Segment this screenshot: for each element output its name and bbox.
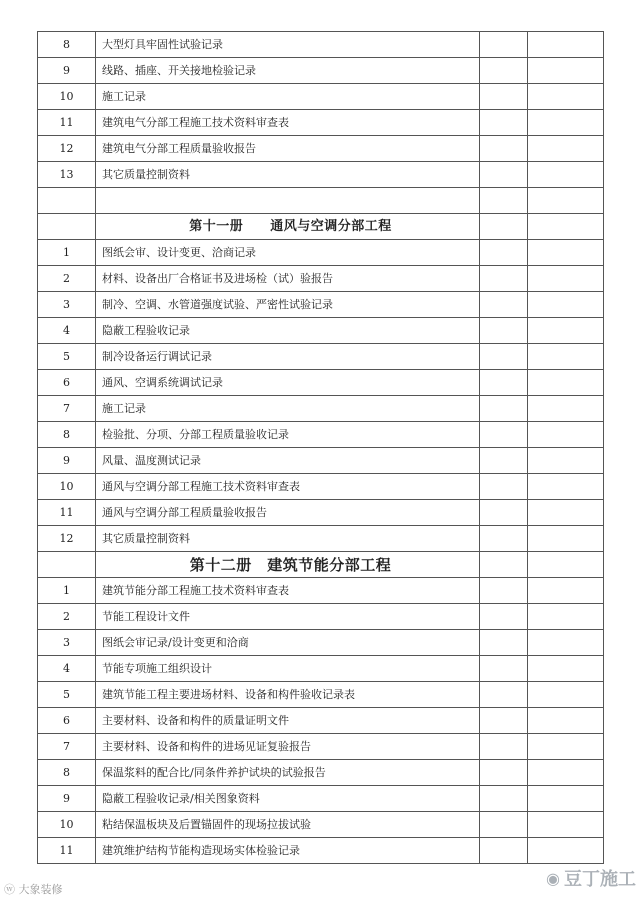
row-number: 10 [38, 812, 96, 838]
section-header-row [38, 214, 604, 240]
table-row [38, 604, 604, 630]
empty-cell [528, 760, 604, 786]
row-number: 6 [38, 370, 96, 396]
empty-cell [528, 552, 604, 578]
row-number [38, 188, 96, 214]
empty-cell [480, 500, 528, 526]
table-row [38, 136, 604, 162]
empty-cell [480, 266, 528, 292]
row-number: 11 [38, 110, 96, 136]
empty-cell [480, 396, 528, 422]
document-name: 施工记录 [96, 84, 480, 110]
document-name: 建筑电气分部工程质量验收报告 [96, 136, 480, 162]
empty-cell [480, 786, 528, 812]
document-name: 施工记录 [96, 396, 480, 422]
empty-cell [480, 448, 528, 474]
empty-cell [528, 84, 604, 110]
section-title: 第十二册 建筑节能分部工程 [96, 552, 480, 578]
empty-cell [480, 552, 528, 578]
row-number: 11 [38, 500, 96, 526]
table-row [38, 58, 604, 84]
section-title: 第十一册 通风与空调分部工程 [96, 214, 480, 240]
watermark-left [4, 881, 63, 897]
table-body [38, 32, 604, 864]
empty-cell [528, 136, 604, 162]
table-row [38, 838, 604, 864]
document-name: 材料、设备出厂合格证书及进场检（试）验报告 [96, 266, 480, 292]
row-number: 2 [38, 604, 96, 630]
empty-cell [528, 58, 604, 84]
watermark-right [546, 865, 636, 891]
row-number: 10 [38, 84, 96, 110]
empty-cell [528, 32, 604, 58]
empty-cell [528, 474, 604, 500]
table-row [38, 708, 604, 734]
empty-cell [480, 370, 528, 396]
document-name: 主要材料、设备和构件的质量证明文件 [96, 708, 480, 734]
row-number: 1 [38, 240, 96, 266]
table-row [38, 734, 604, 760]
empty-cell [528, 656, 604, 682]
weibo-icon: ⓦ [4, 883, 15, 896]
empty-cell [528, 526, 604, 552]
empty-cell [480, 344, 528, 370]
row-number: 2 [38, 266, 96, 292]
table-row [38, 396, 604, 422]
empty-cell [528, 604, 604, 630]
empty-cell [480, 760, 528, 786]
row-number-cell [38, 552, 96, 578]
empty-cell [528, 188, 604, 214]
document-name: 隐蔽工程验收记录 [96, 318, 480, 344]
empty-cell [528, 396, 604, 422]
empty-cell [528, 292, 604, 318]
empty-cell [528, 214, 604, 240]
empty-cell [528, 838, 604, 864]
document-name: 风量、温度测试记录 [96, 448, 480, 474]
empty-cell [480, 578, 528, 604]
document-name [96, 188, 480, 214]
table-row [38, 318, 604, 344]
empty-cell [480, 84, 528, 110]
empty-cell [480, 188, 528, 214]
empty-cell [480, 474, 528, 500]
table-row [38, 292, 604, 318]
table-row [38, 578, 604, 604]
row-number: 9 [38, 58, 96, 84]
row-number: 8 [38, 422, 96, 448]
table-row [38, 500, 604, 526]
row-number: 12 [38, 526, 96, 552]
empty-cell [480, 812, 528, 838]
table-row [38, 266, 604, 292]
document-name: 其它质量控制资料 [96, 526, 480, 552]
row-number: 12 [38, 136, 96, 162]
row-number: 5 [38, 682, 96, 708]
row-number-cell [38, 214, 96, 240]
empty-cell [528, 682, 604, 708]
empty-cell [480, 58, 528, 84]
watermark-right-text: 豆丁施工 [564, 869, 636, 890]
document-name: 制冷设备运行调试记录 [96, 344, 480, 370]
document-name: 大型灯具牢固性试验记录 [96, 32, 480, 58]
empty-cell [528, 708, 604, 734]
table-row [38, 344, 604, 370]
empty-cell [480, 604, 528, 630]
document-name: 粘结保温板块及后置锚固件的现场拉拔试验 [96, 812, 480, 838]
empty-cell [480, 214, 528, 240]
document-name: 保温浆料的配合比/同条件养护试块的试验报告 [96, 760, 480, 786]
table-row [38, 682, 604, 708]
empty-cell [528, 786, 604, 812]
table-row [38, 162, 604, 188]
row-number: 6 [38, 708, 96, 734]
row-number: 4 [38, 318, 96, 344]
document-name: 建筑维护结构节能构造现场实体检验记录 [96, 838, 480, 864]
table-row [38, 630, 604, 656]
empty-cell [528, 630, 604, 656]
wechat-icon: ◉ [546, 868, 560, 888]
blank-row [38, 188, 604, 214]
empty-cell [480, 240, 528, 266]
empty-cell [480, 526, 528, 552]
document-name: 节能工程设计文件 [96, 604, 480, 630]
row-number: 7 [38, 396, 96, 422]
table-row [38, 760, 604, 786]
empty-cell [528, 370, 604, 396]
empty-cell [480, 630, 528, 656]
table-row [38, 474, 604, 500]
document-name: 通风与空调分部工程施工技术资料审查表 [96, 474, 480, 500]
document-name: 制冷、空调、水管道强度试验、严密性试验记录 [96, 292, 480, 318]
document-name: 通风、空调系统调试记录 [96, 370, 480, 396]
document-name: 其它质量控制资料 [96, 162, 480, 188]
document-name: 检验批、分项、分部工程质量验收记录 [96, 422, 480, 448]
row-number: 11 [38, 838, 96, 864]
empty-cell [480, 682, 528, 708]
empty-cell [528, 110, 604, 136]
table-row [38, 110, 604, 136]
table-row [38, 812, 604, 838]
table-row [38, 240, 604, 266]
watermark-left-text: 大象装修 [18, 883, 63, 896]
table-row [38, 422, 604, 448]
document-name: 图纸会审、设计变更、洽商记录 [96, 240, 480, 266]
empty-cell [528, 344, 604, 370]
row-number: 1 [38, 578, 96, 604]
empty-cell [480, 318, 528, 344]
empty-cell [528, 162, 604, 188]
empty-cell [528, 734, 604, 760]
empty-cell [528, 812, 604, 838]
document-name: 建筑节能分部工程施工技术资料审查表 [96, 578, 480, 604]
document-name: 主要材料、设备和构件的进场见证复验报告 [96, 734, 480, 760]
empty-cell [480, 32, 528, 58]
row-number: 7 [38, 734, 96, 760]
empty-cell [528, 318, 604, 344]
empty-cell [528, 422, 604, 448]
table-row [38, 84, 604, 110]
empty-cell [480, 110, 528, 136]
table-row [38, 526, 604, 552]
empty-cell [480, 838, 528, 864]
row-number: 8 [38, 760, 96, 786]
row-number: 9 [38, 786, 96, 812]
table-row [38, 656, 604, 682]
row-number: 3 [38, 630, 96, 656]
empty-cell [528, 240, 604, 266]
empty-cell [528, 578, 604, 604]
row-number: 5 [38, 344, 96, 370]
table-row [38, 370, 604, 396]
document-table [37, 31, 604, 864]
empty-cell [528, 448, 604, 474]
empty-cell [480, 136, 528, 162]
row-number: 9 [38, 448, 96, 474]
document-name: 通风与空调分部工程质量验收报告 [96, 500, 480, 526]
table-row [38, 448, 604, 474]
section-header-row [38, 552, 604, 578]
document-name: 节能专项施工组织设计 [96, 656, 480, 682]
row-number: 13 [38, 162, 96, 188]
empty-cell [480, 656, 528, 682]
row-number: 8 [38, 32, 96, 58]
empty-cell [480, 708, 528, 734]
document-name: 线路、插座、开关接地检验记录 [96, 58, 480, 84]
document-name: 建筑节能工程主要进场材料、设备和构件验收记录表 [96, 682, 480, 708]
empty-cell [480, 422, 528, 448]
empty-cell [480, 162, 528, 188]
table-row [38, 32, 604, 58]
row-number: 4 [38, 656, 96, 682]
document-name: 图纸会审记录/设计变更和洽商 [96, 630, 480, 656]
empty-cell [480, 734, 528, 760]
document-name: 隐蔽工程验收记录/相关图象资料 [96, 786, 480, 812]
empty-cell [528, 266, 604, 292]
empty-cell [480, 292, 528, 318]
row-number: 10 [38, 474, 96, 500]
row-number: 3 [38, 292, 96, 318]
table-row [38, 786, 604, 812]
empty-cell [528, 500, 604, 526]
document-name: 建筑电气分部工程施工技术资料审查表 [96, 110, 480, 136]
